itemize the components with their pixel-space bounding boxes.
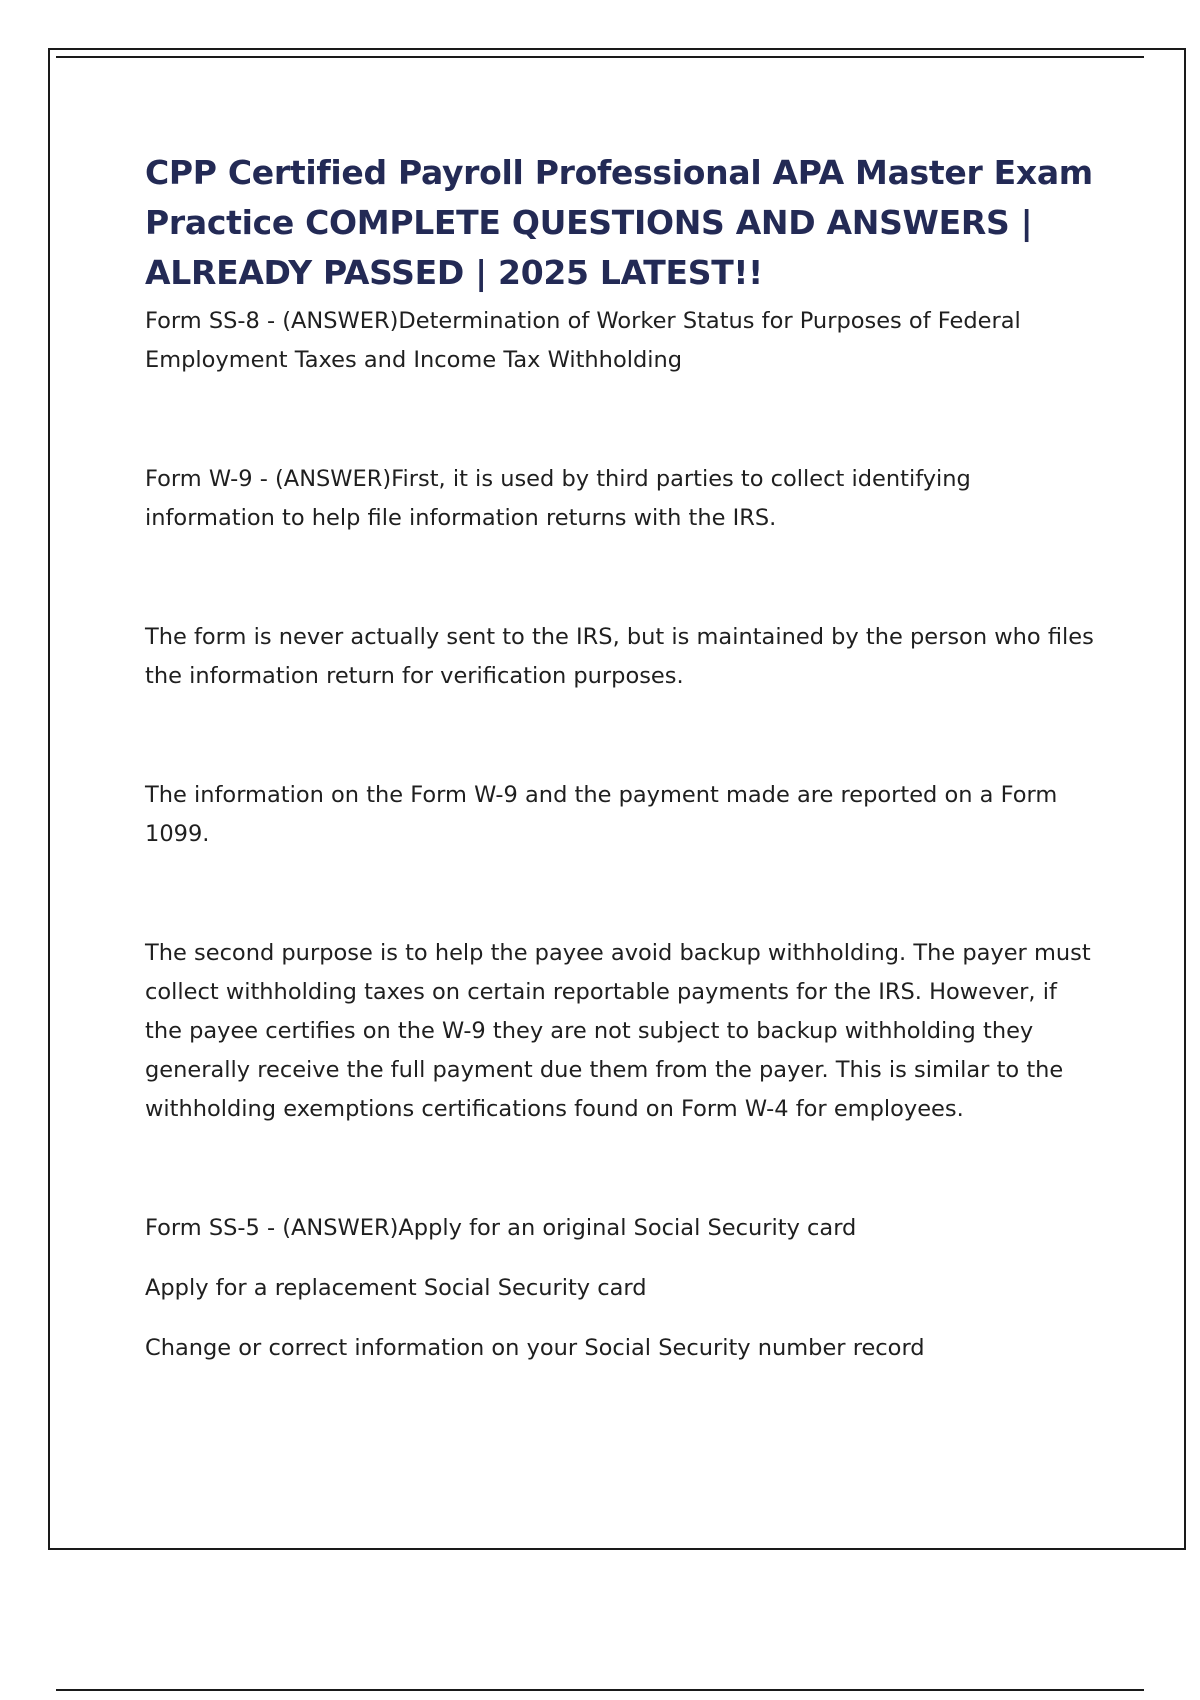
paragraph-w9-form-1099: The information on the Form W-9 and the payment made are reported on a Form 1099. bbox=[145, 782, 1058, 847]
paragraph-w9-backup-withholding: The second purpose is to help the payee avoid backup withholding. The payer must collect withholding taxes on certain reportable payments for the IRS. However, if the payee certifies on the W-9 they are not subject to backup withholding they generally receive the full payment due them from the payer. This is similar to the withholding exemptions certifications found on Form W-4 for employees. bbox=[145, 940, 1091, 1122]
answer-form-ss8: Form SS-8 - (ANSWER)Determination of Worker Status for Purposes of Federal Employment Taxes and Income Tax Withholding bbox=[145, 308, 1021, 373]
paragraph-ss5-change-record: Change or correct information on your Social Security number record bbox=[145, 1335, 925, 1361]
document-title: CPP Certified Payroll Professional APA Master Exam Practice COMPLETE QUESTIONS AND ANSWERS | ALREADY PASSED | 2025 LATEST!! bbox=[145, 153, 1093, 292]
document-content bbox=[145, 148, 1095, 1368]
bottom-rule bbox=[56, 1689, 1144, 1691]
paragraph-w9-verification: The form is never actually sent to the IRS, but is maintained by the person who files the information return for verification purposes. bbox=[145, 624, 1094, 689]
paragraph-ss5-replacement: Apply for a replacement Social Security card bbox=[145, 1275, 647, 1301]
answer-form-w9: Form W-9 - (ANSWER)First, it is used by third parties to collect identifying information to help file information returns with the IRS. bbox=[145, 466, 971, 531]
answer-form-ss5: Form SS-5 - (ANSWER)Apply for an original Social Security card bbox=[145, 1215, 857, 1241]
